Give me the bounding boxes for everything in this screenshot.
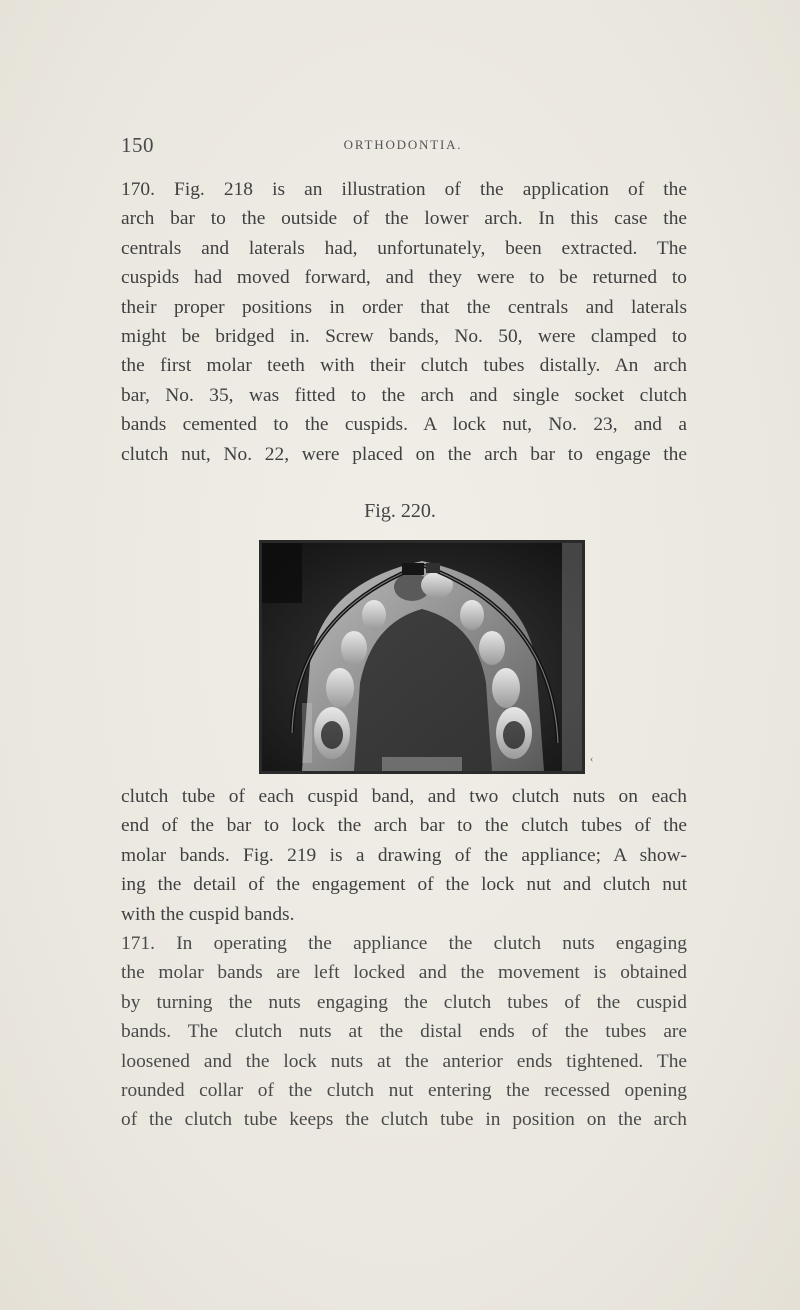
text-line: centrals and laterals had, unfortunately, been extracted. The — [121, 237, 687, 259]
text-line: loosened and the lock nuts at the anterior ends tightened. The — [121, 1050, 687, 1072]
text-line: with the cuspid bands. — [121, 903, 295, 925]
figure-photo — [259, 540, 585, 774]
margin-mark: ‹ — [590, 754, 594, 765]
text-line: ing the detail of the engagement of the lock nut and clutch nut — [121, 874, 687, 896]
text-line: bands cemented to the cuspids. A lock nut, No. 23, and a — [121, 414, 687, 436]
text-line: cuspids had moved forward, and they were to be returned to — [121, 267, 687, 289]
dental-cast-photo — [262, 543, 582, 771]
running-title: ORTHODONTIA. — [343, 137, 463, 152]
text-line: end of the bar to lock the arch bar to the clutch tubes of the — [121, 815, 687, 837]
text-line: the molar bands are left locked and the movement is obtained — [121, 962, 687, 984]
text-line: bands. The clutch nuts at the distal ends of the tubes are — [121, 1021, 687, 1043]
text-line: arch bar to the outside of the lower arch. In this case the — [121, 208, 687, 230]
paragraph-170 — [121, 175, 687, 469]
text-line: 170. Fig. 218 is an illustration of the application of the — [121, 179, 687, 200]
running-head — [121, 133, 685, 161]
text-line: the first molar teeth with their clutch tubes distally. An arch — [121, 355, 687, 377]
text-line: bar, No. 35, was fitted to the arch and single socket clutch — [121, 384, 687, 406]
text-line: of the clutch tube keeps the clutch tube in position on the arch — [121, 1109, 687, 1131]
text-line: 171. In operating the appliance the clutch nuts engaging — [121, 932, 687, 954]
page-number: 150 — [121, 133, 154, 157]
figure-caption: Fig. 220. — [364, 500, 436, 522]
text-line: molar bands. Fig. 219 is a drawing of the appliance; A show- — [121, 844, 687, 866]
text-line: clutch tube of each cuspid band, and two clutch nuts on each — [121, 786, 687, 807]
text-line: clutch nut, No. 22, were placed on the arch bar to engage the — [121, 443, 687, 465]
text-line: by turning the nuts engaging the clutch tubes of the cuspid — [121, 991, 687, 1013]
text-line: their proper positions in order that the centrals and laterals — [121, 296, 687, 318]
text-line: rounded collar of the clutch nut entering the recessed opening — [121, 1079, 687, 1101]
paragraph-continuation — [121, 782, 687, 1135]
text-line: might be bridged in. Screw bands, No. 50, were clamped to — [121, 325, 687, 347]
